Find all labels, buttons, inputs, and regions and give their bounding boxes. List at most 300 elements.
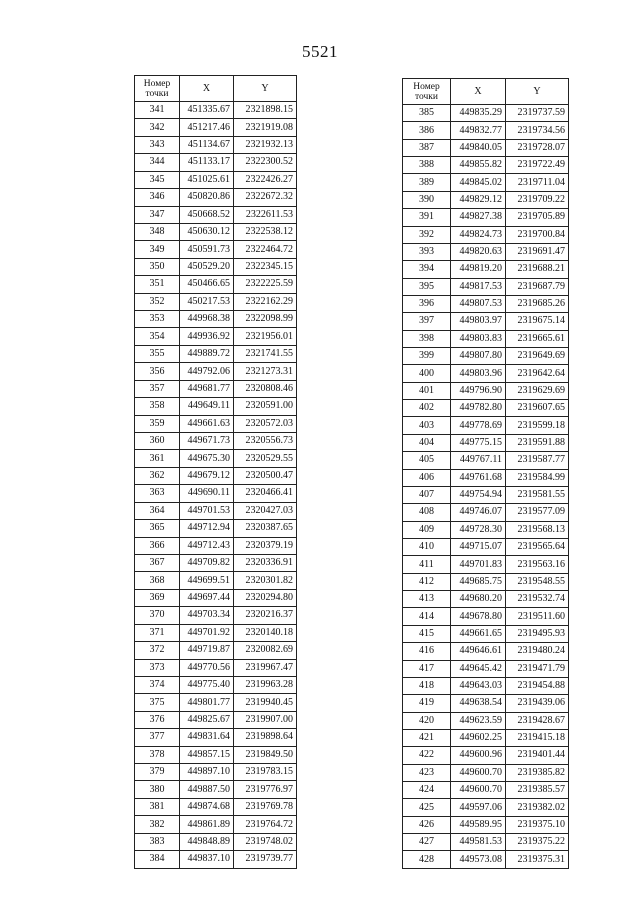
y-coordinate-cell: 2320336.91: [234, 554, 297, 571]
table-row: [403, 434, 569, 451]
table-row: [403, 313, 569, 330]
table-body-right: [403, 105, 569, 869]
table-row: [403, 625, 569, 642]
x-coordinate-cell: 449807.80: [451, 348, 506, 365]
x-coordinate-cell: 449817.53: [451, 278, 506, 295]
x-coordinate-cell: 449703.34: [180, 607, 234, 624]
point-number-cell: 380: [135, 781, 180, 798]
point-number-cell: 394: [403, 261, 451, 278]
point-number-cell: 386: [403, 122, 451, 139]
table-row: [135, 816, 297, 833]
table-header-row: [135, 76, 297, 102]
x-coordinate-cell: 449824.73: [451, 226, 506, 243]
point-number-cell: 344: [135, 154, 180, 171]
point-number-cell: 382: [135, 816, 180, 833]
table-row: [135, 380, 297, 397]
x-coordinate-cell: 450820.86: [180, 189, 234, 206]
point-number-cell: 416: [403, 643, 451, 660]
x-coordinate-cell: 449803.96: [451, 365, 506, 382]
y-coordinate-cell: 2319401.44: [506, 747, 569, 764]
point-number-cell: 402: [403, 400, 451, 417]
point-number-cell: 370: [135, 607, 180, 624]
y-coordinate-cell: 2322098.99: [234, 311, 297, 328]
x-coordinate-cell: 451134.67: [180, 136, 234, 153]
y-coordinate-cell: 2319665.61: [506, 330, 569, 347]
table-row: [135, 781, 297, 798]
x-coordinate-cell: 449835.29: [451, 105, 506, 122]
y-coordinate-cell: 2319687.79: [506, 278, 569, 295]
point-number-cell: 341: [135, 102, 180, 119]
y-coordinate-cell: 2320294.80: [234, 589, 297, 606]
point-number-cell: 378: [135, 746, 180, 763]
x-coordinate-cell: 449855.82: [451, 157, 506, 174]
point-number-cell: 375: [135, 694, 180, 711]
point-number-cell: 418: [403, 677, 451, 694]
x-coordinate-cell: 449709.82: [180, 554, 234, 571]
table-row: [403, 782, 569, 799]
point-number-cell: 390: [403, 191, 451, 208]
table-row: [135, 520, 297, 537]
point-number-cell: 369: [135, 589, 180, 606]
table-row: [135, 328, 297, 345]
x-coordinate-cell: 449623.59: [451, 712, 506, 729]
x-coordinate-cell: 449857.15: [180, 746, 234, 763]
x-coordinate-cell: 449675.30: [180, 450, 234, 467]
x-coordinate-cell: 450529.20: [180, 258, 234, 275]
table-row: [135, 206, 297, 223]
y-coordinate-cell: 2319691.47: [506, 243, 569, 260]
y-coordinate-cell: 2319764.72: [234, 816, 297, 833]
point-number-cell: 347: [135, 206, 180, 223]
x-coordinate-cell: 450217.53: [180, 293, 234, 310]
point-number-cell: 421: [403, 729, 451, 746]
y-coordinate-cell: 2319511.60: [506, 608, 569, 625]
point-number-cell: 392: [403, 226, 451, 243]
table-row: [135, 642, 297, 659]
x-coordinate-cell: 449801.77: [180, 694, 234, 711]
point-number-cell: 409: [403, 521, 451, 538]
table-row: [135, 345, 297, 362]
y-coordinate-cell: 2319776.97: [234, 781, 297, 798]
y-coordinate-cell: 2319649.69: [506, 348, 569, 365]
x-coordinate-cell: 449697.44: [180, 589, 234, 606]
table-row: [135, 833, 297, 850]
table-row: [135, 467, 297, 484]
table-row: [135, 450, 297, 467]
point-number-cell: 346: [135, 189, 180, 206]
x-coordinate-cell: 449807.53: [451, 295, 506, 312]
y-coordinate-cell: 2322611.53: [234, 206, 297, 223]
table-row: [403, 278, 569, 295]
y-coordinate-cell: 2319382.02: [506, 799, 569, 816]
table-row: [403, 261, 569, 278]
y-coordinate-cell: 2319375.31: [506, 851, 569, 868]
x-coordinate-cell: 449671.73: [180, 433, 234, 450]
y-coordinate-cell: 2322225.59: [234, 276, 297, 293]
table-row: [403, 365, 569, 382]
point-number-cell: 408: [403, 504, 451, 521]
y-coordinate-cell: 2319688.21: [506, 261, 569, 278]
point-number-cell: 376: [135, 711, 180, 728]
point-number-cell: 422: [403, 747, 451, 764]
point-number-cell: 361: [135, 450, 180, 467]
table-row: [135, 276, 297, 293]
y-coordinate-cell: 2319563.16: [506, 556, 569, 573]
y-coordinate-cell: 2319532.74: [506, 591, 569, 608]
point-number-cell: 362: [135, 467, 180, 484]
x-coordinate-cell: 449792.06: [180, 363, 234, 380]
x-coordinate-cell: 449600.70: [451, 764, 506, 781]
y-coordinate-cell: 2322300.52: [234, 154, 297, 171]
x-coordinate-cell: 449597.06: [451, 799, 506, 816]
table-row: [403, 573, 569, 590]
x-coordinate-cell: 449874.68: [180, 798, 234, 815]
x-coordinate-cell: 449831.64: [180, 729, 234, 746]
table-row: [135, 154, 297, 171]
point-number-cell: 377: [135, 729, 180, 746]
table-row: [403, 417, 569, 434]
table-row: [135, 485, 297, 502]
x-coordinate-cell: 450466.65: [180, 276, 234, 293]
y-coordinate-cell: 2319728.07: [506, 139, 569, 156]
x-coordinate-cell: 449685.75: [451, 573, 506, 590]
x-coordinate-cell: 449715.07: [451, 538, 506, 555]
table-row: [403, 660, 569, 677]
table-row: [135, 293, 297, 310]
table-row: [135, 676, 297, 693]
table-row: [135, 589, 297, 606]
point-number-cell: 343: [135, 136, 180, 153]
x-coordinate-cell: 449840.05: [451, 139, 506, 156]
header-x: X: [451, 79, 506, 105]
point-number-cell: 417: [403, 660, 451, 677]
x-coordinate-cell: 449600.96: [451, 747, 506, 764]
point-number-cell: 426: [403, 816, 451, 833]
table-row: [403, 608, 569, 625]
table-row: [135, 363, 297, 380]
y-coordinate-cell: 2320427.03: [234, 502, 297, 519]
y-coordinate-cell: 2319375.22: [506, 834, 569, 851]
table-row: [135, 729, 297, 746]
y-coordinate-cell: 2319700.84: [506, 226, 569, 243]
y-coordinate-cell: 2319748.02: [234, 833, 297, 850]
point-number-cell: 357: [135, 380, 180, 397]
point-number-cell: 368: [135, 572, 180, 589]
x-coordinate-cell: 449845.02: [451, 174, 506, 191]
table-row: [403, 452, 569, 469]
table-row: [403, 330, 569, 347]
table-row: [135, 624, 297, 641]
x-coordinate-cell: 449889.72: [180, 345, 234, 362]
table-header-row: [403, 79, 569, 105]
y-coordinate-cell: 2319548.55: [506, 573, 569, 590]
point-number-cell: 385: [403, 105, 451, 122]
table-row: [403, 695, 569, 712]
x-coordinate-cell: 449589.95: [451, 816, 506, 833]
point-number-cell: 425: [403, 799, 451, 816]
table-row: [403, 729, 569, 746]
point-number-cell: 374: [135, 676, 180, 693]
x-coordinate-cell: 449701.53: [180, 502, 234, 519]
x-coordinate-cell: 449796.90: [451, 382, 506, 399]
point-number-cell: 360: [135, 433, 180, 450]
table-row: [135, 119, 297, 136]
point-number-cell: 372: [135, 642, 180, 659]
x-coordinate-cell: 449837.10: [180, 851, 234, 868]
table-row: [135, 311, 297, 328]
point-number-cell: 415: [403, 625, 451, 642]
point-number-cell: 348: [135, 223, 180, 240]
y-coordinate-cell: 2320500.47: [234, 467, 297, 484]
x-coordinate-cell: 449761.68: [451, 469, 506, 486]
point-number-cell: 428: [403, 851, 451, 868]
point-number-cell: 355: [135, 345, 180, 362]
y-coordinate-cell: 2320387.65: [234, 520, 297, 537]
point-number-cell: 345: [135, 171, 180, 188]
point-number-cell: 396: [403, 295, 451, 312]
x-coordinate-cell: 449968.38: [180, 311, 234, 328]
point-number-cell: 356: [135, 363, 180, 380]
x-coordinate-cell: 449767.11: [451, 452, 506, 469]
x-coordinate-cell: 451335.67: [180, 102, 234, 119]
point-number-cell: 351: [135, 276, 180, 293]
y-coordinate-cell: 2321273.31: [234, 363, 297, 380]
y-coordinate-cell: 2319940.45: [234, 694, 297, 711]
point-number-cell: 363: [135, 485, 180, 502]
table-row: [403, 348, 569, 365]
table-row: [403, 157, 569, 174]
point-number-cell: 342: [135, 119, 180, 136]
y-coordinate-cell: 2319385.82: [506, 764, 569, 781]
y-coordinate-cell: 2319439.06: [506, 695, 569, 712]
y-coordinate-cell: 2319685.26: [506, 295, 569, 312]
point-number-cell: 407: [403, 486, 451, 503]
table-row: [403, 521, 569, 538]
y-coordinate-cell: 2319591.88: [506, 434, 569, 451]
point-number-cell: 366: [135, 537, 180, 554]
x-coordinate-cell: 449778.69: [451, 417, 506, 434]
x-coordinate-cell: 449829.12: [451, 191, 506, 208]
x-coordinate-cell: 449746.07: [451, 504, 506, 521]
point-number-cell: 423: [403, 764, 451, 781]
y-coordinate-cell: 2319675.14: [506, 313, 569, 330]
point-number-cell: 352: [135, 293, 180, 310]
point-number-cell: 410: [403, 538, 451, 555]
x-coordinate-cell: 449719.87: [180, 642, 234, 659]
point-number-cell: 393: [403, 243, 451, 260]
x-coordinate-cell: 449661.63: [180, 415, 234, 432]
point-number-cell: 401: [403, 382, 451, 399]
y-coordinate-cell: 2322464.72: [234, 241, 297, 258]
table-row: [135, 502, 297, 519]
x-coordinate-cell: 449679.12: [180, 467, 234, 484]
y-coordinate-cell: 2319967.47: [234, 659, 297, 676]
point-number-cell: 387: [403, 139, 451, 156]
point-number-cell: 397: [403, 313, 451, 330]
table-row: [135, 433, 297, 450]
table-row: [403, 747, 569, 764]
point-number-cell: 354: [135, 328, 180, 345]
point-number-cell: 399: [403, 348, 451, 365]
x-coordinate-cell: 449661.65: [451, 625, 506, 642]
x-coordinate-cell: 449649.11: [180, 398, 234, 415]
table-row: [403, 139, 569, 156]
x-coordinate-cell: 449775.15: [451, 434, 506, 451]
table-row: [135, 136, 297, 153]
point-number-cell: 373: [135, 659, 180, 676]
x-coordinate-cell: 449770.56: [180, 659, 234, 676]
y-coordinate-cell: 2320082.69: [234, 642, 297, 659]
x-coordinate-cell: 449782.80: [451, 400, 506, 417]
table-row: [135, 711, 297, 728]
y-coordinate-cell: 2319599.18: [506, 417, 569, 434]
table-row: [403, 591, 569, 608]
table-row: [135, 694, 297, 711]
table-row: [403, 834, 569, 851]
header-y: Y: [506, 79, 569, 105]
table-row: [135, 258, 297, 275]
y-coordinate-cell: 2320556.73: [234, 433, 297, 450]
y-coordinate-cell: 2320216.37: [234, 607, 297, 624]
coordinates-table-left: [134, 75, 297, 869]
table-row: [403, 295, 569, 312]
y-coordinate-cell: 2322345.15: [234, 258, 297, 275]
table-row: [135, 659, 297, 676]
x-coordinate-cell: 449803.83: [451, 330, 506, 347]
point-number-cell: 405: [403, 452, 451, 469]
y-coordinate-cell: 2320379.19: [234, 537, 297, 554]
table-row: [403, 556, 569, 573]
x-coordinate-cell: 449678.80: [451, 608, 506, 625]
y-coordinate-cell: 2320529.55: [234, 450, 297, 467]
table-row: [403, 209, 569, 226]
y-coordinate-cell: 2321919.08: [234, 119, 297, 136]
x-coordinate-cell: 449701.83: [451, 556, 506, 573]
point-number-cell: 403: [403, 417, 451, 434]
point-number-cell: 359: [135, 415, 180, 432]
x-coordinate-cell: 449887.50: [180, 781, 234, 798]
y-coordinate-cell: 2320301.82: [234, 572, 297, 589]
table-row: [135, 398, 297, 415]
y-coordinate-cell: 2319568.13: [506, 521, 569, 538]
point-number-cell: 414: [403, 608, 451, 625]
y-coordinate-cell: 2319454.88: [506, 677, 569, 694]
x-coordinate-cell: 449573.08: [451, 851, 506, 868]
x-coordinate-cell: 449690.11: [180, 485, 234, 502]
table-row: [403, 538, 569, 555]
table-row: [135, 241, 297, 258]
header-x: X: [180, 76, 234, 102]
y-coordinate-cell: 2320591.00: [234, 398, 297, 415]
point-number-cell: 395: [403, 278, 451, 295]
point-number-cell: 391: [403, 209, 451, 226]
y-coordinate-cell: 2319898.64: [234, 729, 297, 746]
y-coordinate-cell: 2320808.46: [234, 380, 297, 397]
y-coordinate-cell: 2321741.55: [234, 345, 297, 362]
point-number-cell: 383: [135, 833, 180, 850]
point-number-cell: 427: [403, 834, 451, 851]
y-coordinate-cell: 2321932.13: [234, 136, 297, 153]
x-coordinate-cell: 449803.97: [451, 313, 506, 330]
coordinates-table-right: [402, 78, 569, 869]
point-number-cell: 381: [135, 798, 180, 815]
y-coordinate-cell: 2322426.27: [234, 171, 297, 188]
x-coordinate-cell: 449754.94: [451, 486, 506, 503]
y-coordinate-cell: 2319709.22: [506, 191, 569, 208]
table-row: [135, 554, 297, 571]
table-row: [403, 677, 569, 694]
table-row: [403, 174, 569, 191]
x-coordinate-cell: 449712.43: [180, 537, 234, 554]
point-number-cell: 406: [403, 469, 451, 486]
x-coordinate-cell: 450630.12: [180, 223, 234, 240]
point-number-cell: 379: [135, 764, 180, 781]
x-coordinate-cell: 449646.61: [451, 643, 506, 660]
point-number-cell: 358: [135, 398, 180, 415]
y-coordinate-cell: 2319769.78: [234, 798, 297, 815]
y-coordinate-cell: 2321956.01: [234, 328, 297, 345]
x-coordinate-cell: 451217.46: [180, 119, 234, 136]
table-row: [135, 102, 297, 119]
point-number-cell: 384: [135, 851, 180, 868]
point-number-cell: 411: [403, 556, 451, 573]
point-number-cell: 400: [403, 365, 451, 382]
x-coordinate-cell: 449820.63: [451, 243, 506, 260]
point-number-cell: 364: [135, 502, 180, 519]
x-coordinate-cell: 449728.30: [451, 521, 506, 538]
x-coordinate-cell: 449699.51: [180, 572, 234, 589]
x-coordinate-cell: 449712.94: [180, 520, 234, 537]
table-body-left: [135, 102, 297, 869]
y-coordinate-cell: 2320140.18: [234, 624, 297, 641]
table-row: [135, 189, 297, 206]
table-row: [135, 764, 297, 781]
y-coordinate-cell: 2319375.10: [506, 816, 569, 833]
header-point-number: Номер точки: [403, 79, 451, 105]
table-row: [403, 400, 569, 417]
table-row: [135, 851, 297, 868]
x-coordinate-cell: 449680.20: [451, 591, 506, 608]
x-coordinate-cell: 449638.54: [451, 695, 506, 712]
table-row: [403, 851, 569, 868]
y-coordinate-cell: 2319739.77: [234, 851, 297, 868]
table-row: [403, 504, 569, 521]
x-coordinate-cell: 450668.52: [180, 206, 234, 223]
y-coordinate-cell: 2319480.24: [506, 643, 569, 660]
table-row: [403, 191, 569, 208]
table-row: [403, 486, 569, 503]
table-row: [135, 171, 297, 188]
y-coordinate-cell: 2319849.50: [234, 746, 297, 763]
table-row: [135, 607, 297, 624]
header-y: Y: [234, 76, 297, 102]
y-coordinate-cell: 2322538.12: [234, 223, 297, 240]
table-row: [403, 764, 569, 781]
y-coordinate-cell: 2319737.59: [506, 105, 569, 122]
table-row: [403, 226, 569, 243]
point-number-cell: 420: [403, 712, 451, 729]
x-coordinate-cell: 449581.53: [451, 834, 506, 851]
y-coordinate-cell: 2320466.41: [234, 485, 297, 502]
x-coordinate-cell: 449681.77: [180, 380, 234, 397]
table-row: [135, 223, 297, 240]
point-number-cell: 419: [403, 695, 451, 712]
table-row: [403, 643, 569, 660]
table-row: [135, 415, 297, 432]
table-row: [135, 537, 297, 554]
table-row: [403, 712, 569, 729]
y-coordinate-cell: 2321898.15: [234, 102, 297, 119]
